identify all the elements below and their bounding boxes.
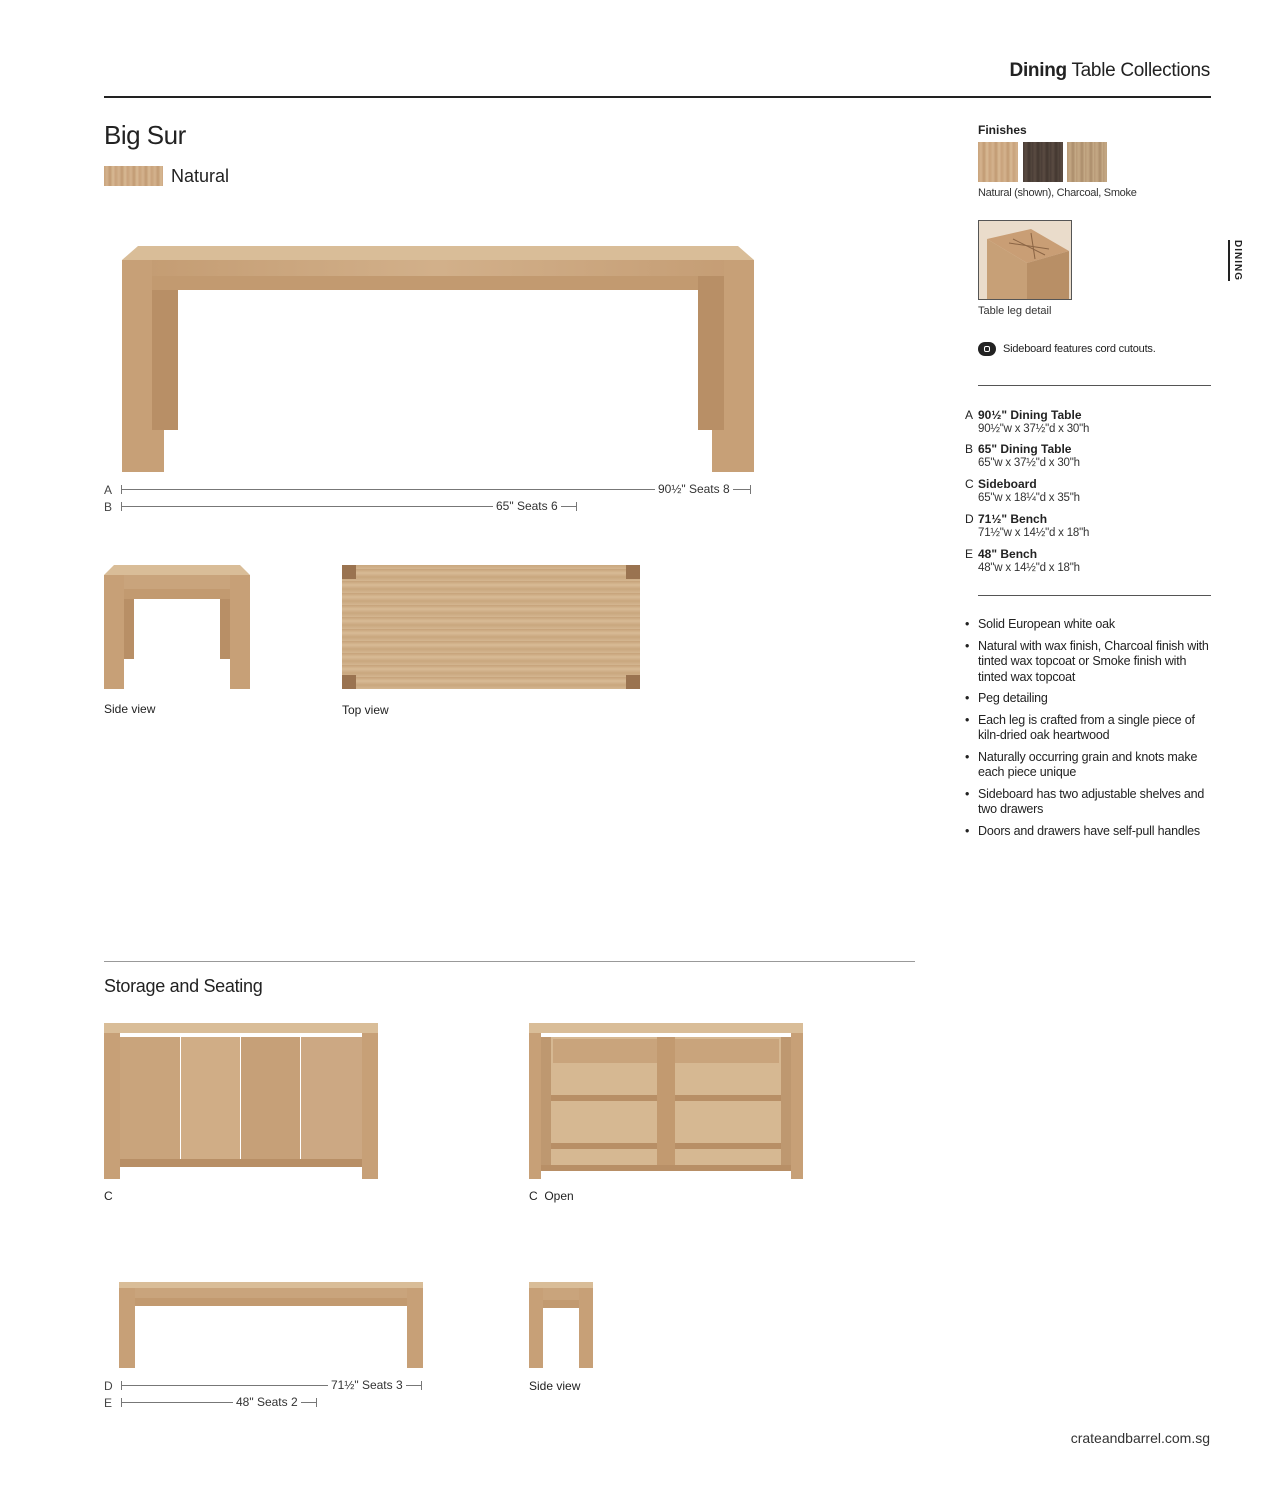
top-view-caption: Top view <box>342 703 389 717</box>
dim-d-letter: D <box>104 1379 113 1393</box>
dim-b-letter: B <box>104 500 113 514</box>
top-view-corner-peg <box>342 565 356 579</box>
side-view-caption: Side view <box>104 702 156 716</box>
bench-side-view-image <box>529 1282 593 1368</box>
bench-side-view-caption: Side view <box>529 1379 581 1393</box>
spec-letter: B <box>965 442 974 456</box>
spec-dimensions: 71½"w x 14½"d x 18"h <box>978 527 1090 539</box>
sidebar-divider <box>978 385 1211 386</box>
sideboard-open-letter: C <box>529 1189 538 1203</box>
feature-item: • Sideboard has two adjustable shelves and two drawers <box>965 787 1215 818</box>
page-header-title <box>1010 60 1210 82</box>
table-side-view-image <box>104 565 250 691</box>
bench-front-image <box>119 1282 423 1368</box>
spec-name: 71½" Bench <box>978 512 1048 526</box>
sideboard-closed-image <box>104 1023 378 1181</box>
header-bold: Dining <box>1009 60 1067 81</box>
dim-a-end-tick <box>750 485 751 494</box>
dining-table-front-image <box>118 244 758 476</box>
header-divider <box>104 96 1211 98</box>
section-divider <box>104 961 915 962</box>
spec-item <box>965 408 1089 436</box>
spec-item <box>965 512 1089 540</box>
sideboard-open-caption <box>529 1189 574 1203</box>
spec-item <box>965 477 1080 505</box>
natural-swatch <box>978 142 1018 182</box>
cord-cutout-note: Sideboard features cord cutouts. <box>1003 343 1156 355</box>
finish-name: Natural <box>171 166 230 186</box>
natural-finish-swatch <box>104 166 163 186</box>
sidebar-divider <box>978 595 1211 596</box>
smoke-swatch <box>1067 142 1107 182</box>
feature-item: • Solid European white oak <box>965 617 1215 633</box>
finishes-caption: Natural (shown), Charcoal, Smoke <box>978 187 1137 199</box>
dim-d-label: 71½" Seats 3 <box>328 1378 406 1392</box>
feature-item: • Naturally occurring grain and knots make each piece unique <box>965 750 1215 781</box>
dim-d-end-tick <box>421 1381 422 1390</box>
cord-cutout-icon <box>978 342 996 356</box>
dim-a-letter: A <box>104 483 113 497</box>
spec-name: 48" Bench <box>978 547 1038 561</box>
top-view-corner-peg <box>626 565 640 579</box>
feature-item: • Peg detailing <box>965 691 1215 707</box>
dim-e-letter: E <box>104 1396 113 1410</box>
table-leg-detail-image <box>978 220 1072 300</box>
dim-a-label: 90½" Seats 8 <box>655 482 733 496</box>
leg-detail-illustration <box>979 221 1071 299</box>
storage-section-title: Storage and Seating <box>104 976 263 996</box>
feature-item: • Doors and drawers have self-pull handles <box>965 824 1215 840</box>
dim-b-end-tick <box>576 502 577 511</box>
feature-item: • Natural with wax finish, Charcoal finish with tinted wax topcoat or Smoke finish with tinted wax topcoat <box>965 639 1215 686</box>
spec-letter: E <box>965 547 974 561</box>
dining-section-tab[interactable]: DINING <box>1228 240 1243 281</box>
spec-letter: C <box>965 477 974 491</box>
spec-name: 90½" Dining Table <box>978 408 1082 422</box>
collection-title: Big Sur <box>104 120 186 150</box>
spec-item <box>965 442 1080 470</box>
table-top-view-image <box>342 565 640 689</box>
dim-b-label: 65" Seats 6 <box>493 499 561 513</box>
footer-url[interactable]: crateandbarrel.com.sg <box>1070 1430 1210 1446</box>
feature-list <box>965 617 1215 845</box>
dim-e-end-tick <box>316 1398 317 1407</box>
spec-letter: A <box>965 408 974 422</box>
top-view-corner-peg <box>342 675 356 689</box>
spec-name: Sideboard <box>978 477 1037 491</box>
spec-letter: D <box>965 512 974 526</box>
top-view-corner-peg <box>626 675 640 689</box>
sideboard-open-image <box>529 1023 803 1181</box>
charcoal-swatch <box>1023 142 1063 182</box>
spec-dimensions: 65"w x 18¼"d x 35"h <box>978 492 1080 504</box>
sideboard-open-label: Open <box>544 1189 574 1203</box>
spec-dimensions: 48"w x 14½"d x 18"h <box>978 562 1080 574</box>
spec-dimensions: 65"w x 37½"d x 30"h <box>978 457 1080 469</box>
leg-detail-caption: Table leg detail <box>978 305 1052 317</box>
spec-item <box>965 547 1080 575</box>
dim-e-label: 48" Seats 2 <box>233 1395 301 1409</box>
sideboard-caption: C <box>104 1189 113 1203</box>
spec-dimensions: 90½"w x 37½"d x 30"h <box>978 423 1090 435</box>
header-rest: Table Collections <box>1066 60 1210 81</box>
feature-item: • Each leg is crafted from a single piece of kiln-dried oak heartwood <box>965 713 1215 744</box>
spec-name: 65" Dining Table <box>978 442 1072 456</box>
finishes-label: Finishes <box>978 123 1027 137</box>
